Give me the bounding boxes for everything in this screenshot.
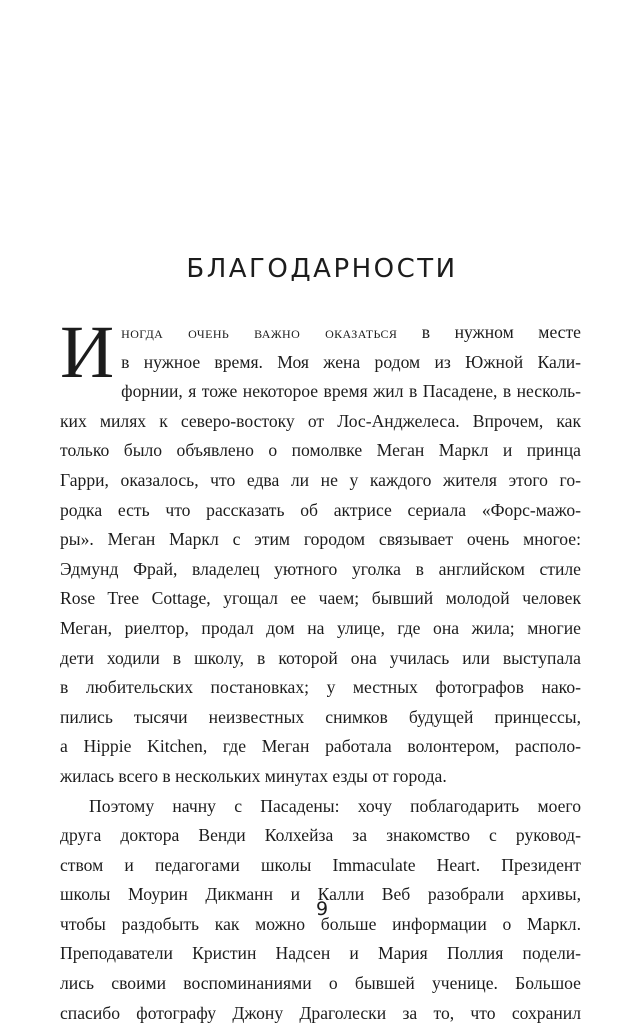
text-line: Меган, риелтор, продал дом на улице, где она жила; многие — [60, 614, 581, 644]
text-line: родка есть что рассказать об актрисе сериала «Форс-мажо- — [60, 496, 581, 526]
text-line: Преподаватели Кристин Надсен и Мария Поллия подели- — [60, 939, 581, 969]
text-line: Эдмунд Фрай, владелец уютного уголка в английском стиле — [60, 555, 581, 585]
paragraph-1 — [60, 318, 581, 792]
text-line: форнии, я тоже некоторое время жил в Пасадене, в несколь- — [60, 377, 581, 407]
text-line: Rose Tree Cottage, угощал ее чаем; бывший молодой человек — [60, 584, 581, 614]
text-line: в нужное время. Моя жена родом из Южной Кали- — [60, 348, 581, 378]
lead-in-rest: в нужном месте — [397, 322, 581, 342]
text-line: Гарри, оказалось, что едва ли не у каждого жителя этого го- — [60, 466, 581, 496]
text-line: спасибо фотографу Джону Драголески за то, что сохранил — [60, 999, 581, 1028]
text-line: в любительских постановках; у местных фотографов нако- — [60, 673, 581, 703]
text-line: жилась всего в нескольких минутах езды от города. — [60, 762, 581, 792]
chapter-title: БЛАГОДАРНОСТИ — [0, 254, 644, 284]
drop-cap: И — [60, 324, 114, 382]
text-line: лись своими воспоминаниями о бывшей ученице. Большое — [60, 969, 581, 999]
text-line: ких милях к северо-востоку от Лос-Анджелеса. Впрочем, как — [60, 407, 581, 437]
body-text — [60, 318, 581, 1028]
page-number: 9 — [0, 898, 644, 920]
text-line: пились тысячи неизвестных снимков будущей принцессы, — [60, 703, 581, 733]
text-line: ры». Меган Маркл с этим городом связывает очень многое: — [60, 525, 581, 555]
text-line: ством и педагогами школы Immaculate Heart. Президент — [60, 851, 581, 881]
text-line: чтобы раздобыть как можно больше информации о Маркл. — [60, 910, 581, 940]
text-line — [60, 318, 581, 348]
text-line: Поэтому начну с Пасадены: хочу поблагодарить моего — [60, 792, 581, 822]
text-line: дети ходили в школу, в которой она училась или выступала — [60, 644, 581, 674]
text-line: школы Моурин Дикманн и Калли Веб разобрали архивы, — [60, 880, 581, 910]
text-line: только было объявлено о помолвке Меган Маркл и принца — [60, 436, 581, 466]
text-line: а Hippie Kitchen, где Меган работала волонтером, располо- — [60, 732, 581, 762]
lead-in-smallcaps: ногда очень важно оказаться — [121, 322, 397, 342]
text-line: друга доктора Венди Колхейза за знакомство с руковод- — [60, 821, 581, 851]
